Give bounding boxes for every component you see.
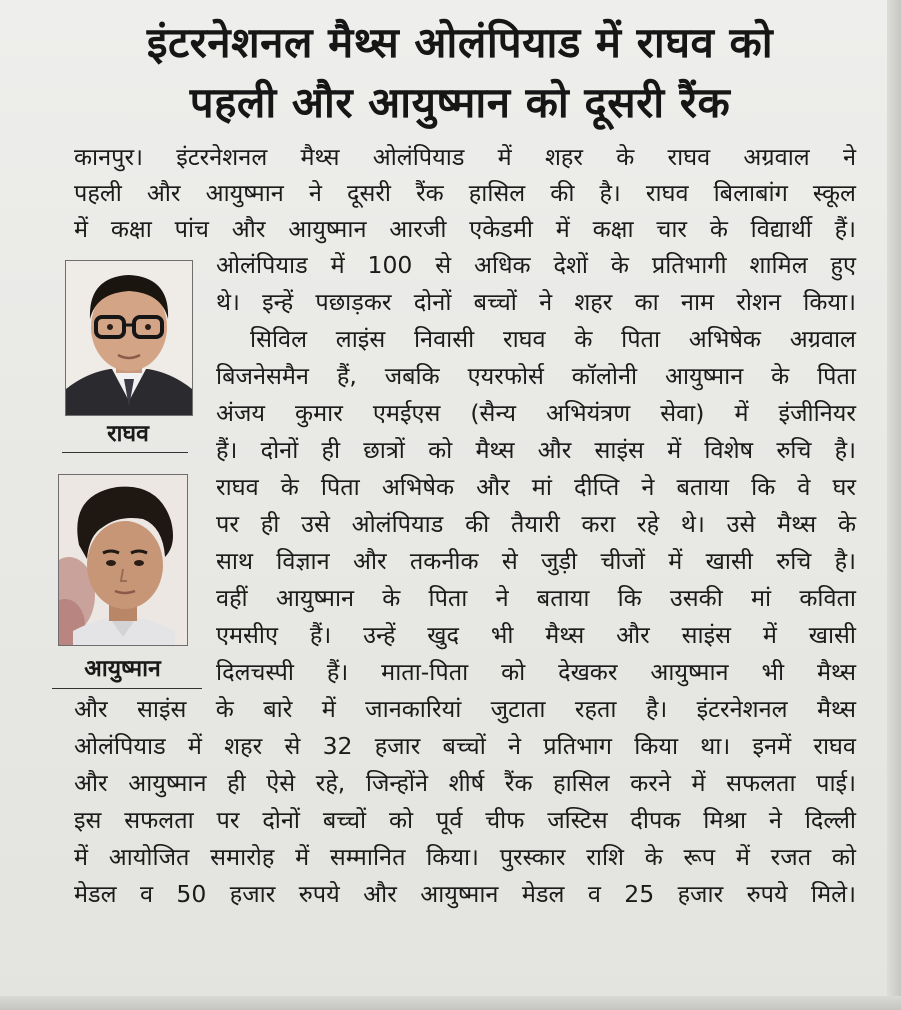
body-line: अंजय कुमार एमईएस (सैन्य अभियंत्रण सेवा) में इंजीनियर: [216, 399, 856, 427]
paper-edge-bottom: [0, 996, 901, 1010]
body-line: राघव के पिता अभिषेक और मां दीप्ति ने बताया कि वे घर: [216, 473, 856, 501]
photo-ayushman: [58, 474, 188, 646]
body-line: और आयुष्मान ही ऐसे रहे, जिन्होंने शीर्ष रैंक हासिल करने में सफलता पाई।: [74, 769, 856, 797]
body-line: सिविल लाइंस निवासी राघव के पिता अभिषेक अग्रवाल: [250, 325, 856, 353]
body-line: साथ विज्ञान और तकनीक से जुड़ी चीजों में खासी रुचि है।: [216, 547, 856, 575]
body-line: दिलचस्पी हैं। माता-पिता को देखकर आयुष्मान भी मैथ्स: [216, 658, 856, 686]
caption-divider: [52, 688, 202, 689]
headline-line-1: इंटरनेशनल मैथ्स ओलंपियाड में राघव को: [146, 18, 774, 67]
body-line: बिजनेसमैन हैं, जबकि एयरफोर्स कॉलोनी आयुष्मान के पिता: [216, 362, 856, 390]
body-line: मेडल व 50 हजार रुपये और आयुष्मान मेडल व 25 हजार रुपये मिले।: [74, 880, 856, 908]
body-line: हैं। दोनों ही छात्रों को मैथ्स और साइंस में विशेष रुचि है।: [216, 436, 856, 464]
headline-line-2: पहली और आयुष्मान को दूसरी रैंक: [189, 78, 731, 127]
body-line: और साइंस के बारे में जानकारियां जुटाता रहता है। इंटरनेशनल मैथ्स: [74, 695, 856, 723]
body-line: पर ही उसे ओलंपियाड की तैयारी करा रहे थे। उसे मैथ्स के: [216, 510, 856, 538]
body-line: में आयोजित समारोह में सम्मानित किया। पुरस्कार राशि के रूप में रजत को: [74, 843, 856, 871]
caption-divider: [62, 452, 188, 453]
photo-caption-raghav: राघव: [107, 421, 149, 447]
portrait-ayushman-graphic: [59, 475, 187, 645]
portrait-raghav-graphic: [66, 261, 192, 415]
body-line: पहली और आयुष्मान ने दूसरी रैंक हासिल की है। राघव बिलाबांग स्कूल: [74, 179, 856, 207]
body-line: ओलंपियाड में 100 से अधिक देशों के प्रतिभागी शामिल हुए: [216, 251, 856, 279]
paper-edge-right: [887, 0, 901, 1010]
body-line: कानपुर। इंटरनेशनल मैथ्स ओलंपियाड में शहर के राघव अग्रवाल ने: [74, 143, 856, 171]
photo-caption-ayushman: आयुष्मान: [84, 656, 161, 682]
body-line: इस सफलता पर दोनों बच्चों को पूर्व चीफ जस्टिस दीपक मिश्रा ने दिल्ली: [74, 806, 856, 834]
body-line: ओलंपियाड में शहर से 32 हजार बच्चों ने प्रतिभाग किया था। इनमें राघव: [74, 732, 856, 760]
body-line: थे। इन्हें पछाड़कर दोनों बच्चों ने शहर का नाम रोशन किया।: [216, 288, 856, 316]
body-line: वहीं आयुष्मान के पिता ने बताया कि उसकी मां कविता: [216, 584, 856, 612]
body-line: में कक्षा पांच और आयुष्मान आरजी एकेडमी में कक्षा चार के विद्यार्थी हैं।: [74, 215, 856, 243]
body-line: एमसीए हैं। उन्हें खुद भी मैथ्स और साइंस में खासी: [216, 621, 856, 649]
photo-raghav: [65, 260, 193, 416]
